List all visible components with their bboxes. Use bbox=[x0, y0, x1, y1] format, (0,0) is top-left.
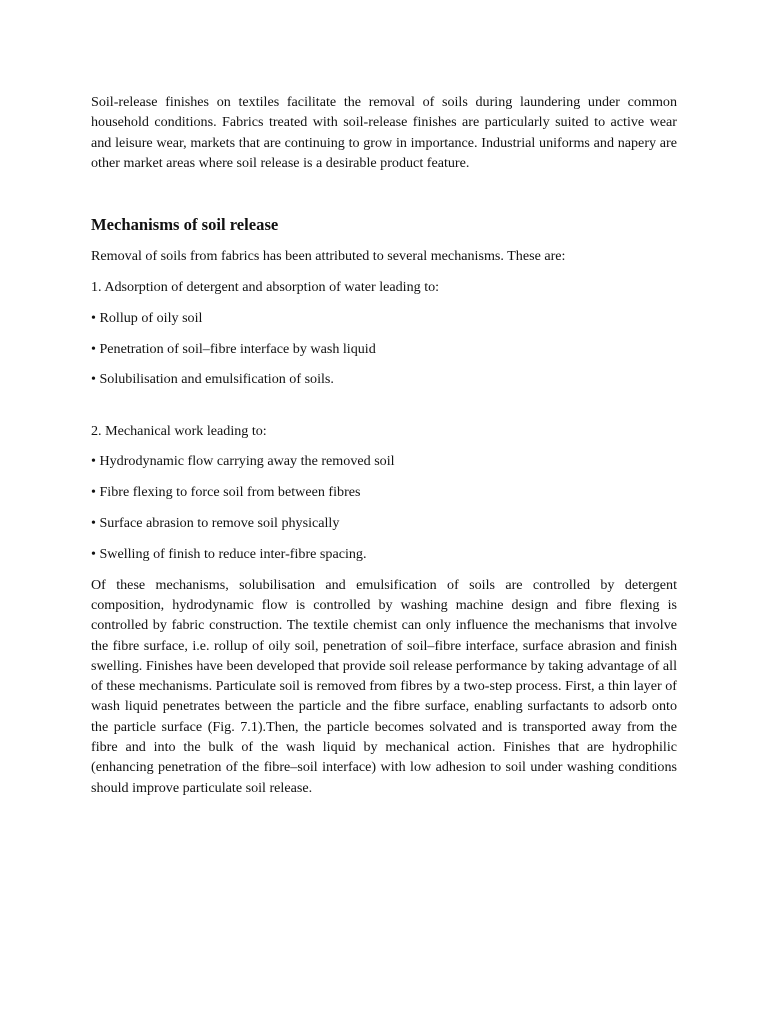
list-item: • Rollup of oily soil bbox=[91, 309, 203, 326]
list-item: • Penetration of soil–fibre interface by wash liquid bbox=[91, 340, 376, 357]
list-item: • Surface abrasion to remove soil physically bbox=[91, 515, 340, 532]
document-page bbox=[91, 92, 677, 798]
intro-paragraph: Soil-release finishes on textiles facilitate the removal of soils during laundering under common household conditions. Fabrics treated with soil-release finishes are particularly suited to active wear and leisure wear, markets that are continuing to grow in importance. Industrial uniforms and napery are other market areas where soil release is a desirable product feature. bbox=[91, 94, 677, 171]
list-item: • Hydrodynamic flow carrying away the removed soil bbox=[91, 453, 395, 470]
closing-paragraph: Of these mechanisms, solubilisation and emulsification of soils are controlled by detergent composition, hydrodynamic flow is controlled by washing machine design and fibre flexing is controlled by fabric construction. The textile chemist can only influence the mechanisms that involve the fibre surface, i.e. rollup of oily soil, penetration of soil–fibre interface, surface abrasion and finish swelling. Finishes have been developed that provide soil release performance by taking advantage of all of these mechanisms. Particulate soil is removed from fibres by a two-step process. First, a thin layer of wash liquid penetrates between the particle and the fibre surface, enabling surfactants to adsorb onto the particle surface (Fig. 7.1).Then, the particle becomes solvated and is transported away from the fibre and into the bulk of the wash liquid by mechanical action. Finishes that are hydrophilic (enhancing penetration of the fibre–soil interface) with low adhesion to soil under washing conditions should improve particulate soil release. bbox=[91, 576, 677, 796]
list-item: • Fibre flexing to force soil from between fibres bbox=[91, 484, 361, 501]
list-1-title: 1. Adsorption of detergent and absorption of water leading to: bbox=[91, 278, 440, 295]
list-item: • Solubilisation and emulsification of soils. bbox=[91, 371, 334, 388]
list-item: • Swelling of finish to reduce inter-fibre spacing. bbox=[91, 545, 367, 562]
section-heading: Mechanisms of soil release bbox=[91, 215, 279, 235]
list-2-title: 2. Mechanical work leading to: bbox=[91, 422, 267, 439]
section-intro: Removal of soils from fabrics has been attributed to several mechanisms. These are: bbox=[91, 248, 566, 265]
